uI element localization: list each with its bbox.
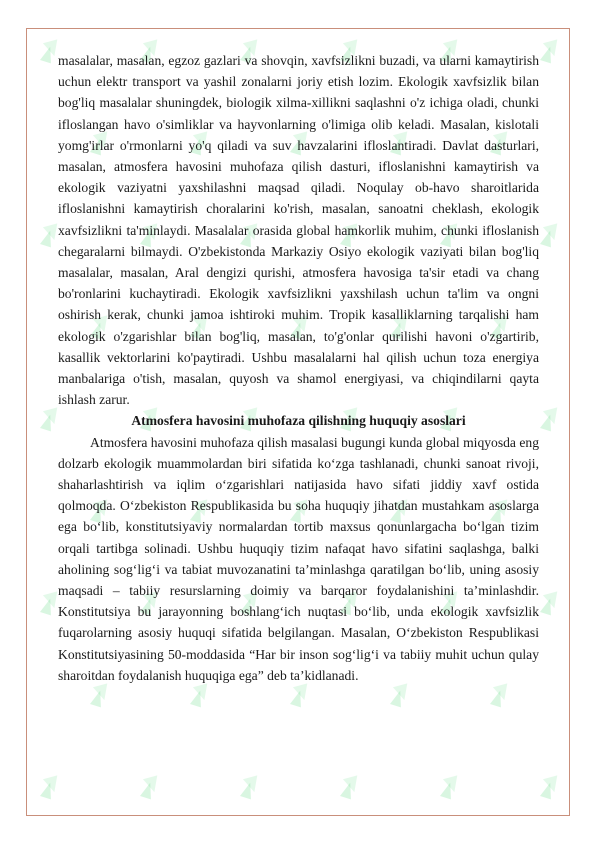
paragraph-legal-basis: Atmosfera havosini muhofaza qilish masalasi bugungi kunda global miqyosda eng dolzarb ekologik muammolardan biri sifatida ko‘zga tashlanadi, chunki sanoat rivoji, shaharlashtirish va iqlim o‘zgarishlari natijasida havo sifati jiddiy xavf ostida qolmoqda. O‘zbekiston Respublikasida bu soha huquqiy jihatdan mustahkam asoslarga ega bo‘lib, konstitutsiyaviy normalardan tortib maxsus qonunlargacha bo‘lgan tizim orqali tartibga solinadi. Ushbu huquqiy tizim nafaqat havo sifatini saqlashga, balki aholining sog‘lig‘i va tabiat muvozanatini ta’minlashga qaratilgan bo‘lib, uning asosiy maqsadi – tabiiy resurslarning doimiy va barqaror foydalanishini ta’minlashdir. Konstitutsiya bu jarayonning boshlang‘ich nuqtasi bo‘lib, unda ekologik xavfsizlik fuqarolarning asosiy huquqi sifatida belgilangan. Masalan, O‘zbekiston Respublikasi Konstitutsiyasining 50-moddasida “Har bir inson sog‘lig‘i va tabiiy muhit uchun qulay sharoitdan foydalanish huquqiga ega” deb ta’kidlanadi. (58, 434, 539, 683)
paragraph-ecological-security: masalalar, masalan, egzoz gazlari va shovqin, xavfsizlikni buzadi, va ularni kamaytirish uchun elektr transport va yashil zonalarni joriy etish lozim. Ekologik xavfsizlik bilan bog'liq masalalar shuningdek, biologik xilma-xillikni saqlashni o'z ichiga oladi, chunki ifloslangan havo o'simliklar va hayvonlarning o'limiga olib keladi. Masalan, kislotali yomg'irlar o'rmonlarni yo'q qiladi va suv havzalarini ifloslantiradi. Davlat dasturlari, masalan, atmosfera havosini muhofaza qilish dasturi, ifloslanishni kamaytirish va ekologik vaziyatni yaxshilashni maqsad qiladi. Noqulay ob-havo sharoitlarida ifloslanishni kamaytirish choralarini ko'rish, masalan, sanoatni cheklash, ekologik xavfsizlikni ta'minlaydi. Masalalar orasida global hamkorlik muhim, chunki ifloslanish chegaralarni bilmaydi. O'zbekistonda Markaziy Osiyo ekologik vaziyati bilan bog'liq masalalar, masalan, Aral dengizi qurishi, atmosfera havosiga ta'sir etadi va chang bo'ronlarini kuchaytiradi. Ekologik xavfsizlikni yaxshilash uchun ta'lim va ongni oshirish kerak, chunki jamoa ishtiroki muhim. Tropik kasalliklarning tarqalishi ham ekologik o'zgarishlar bilan bog'liq, masalan, to'g'onlar qurilishi havoni o'zgartirib, kasallik vektorlarini ko'paytiradi. Ushbu masalalarni hal qilish uchun toza energiya manbalariga o'tish, masalan, quyosh va shamol energiyasi, va chiqindilarni qayta ishlash zarur. (58, 53, 539, 408)
section-heading: Atmosfera havosini muhofaza qilishning huquqiy asoslari (131, 413, 466, 429)
document-body (58, 50, 539, 686)
